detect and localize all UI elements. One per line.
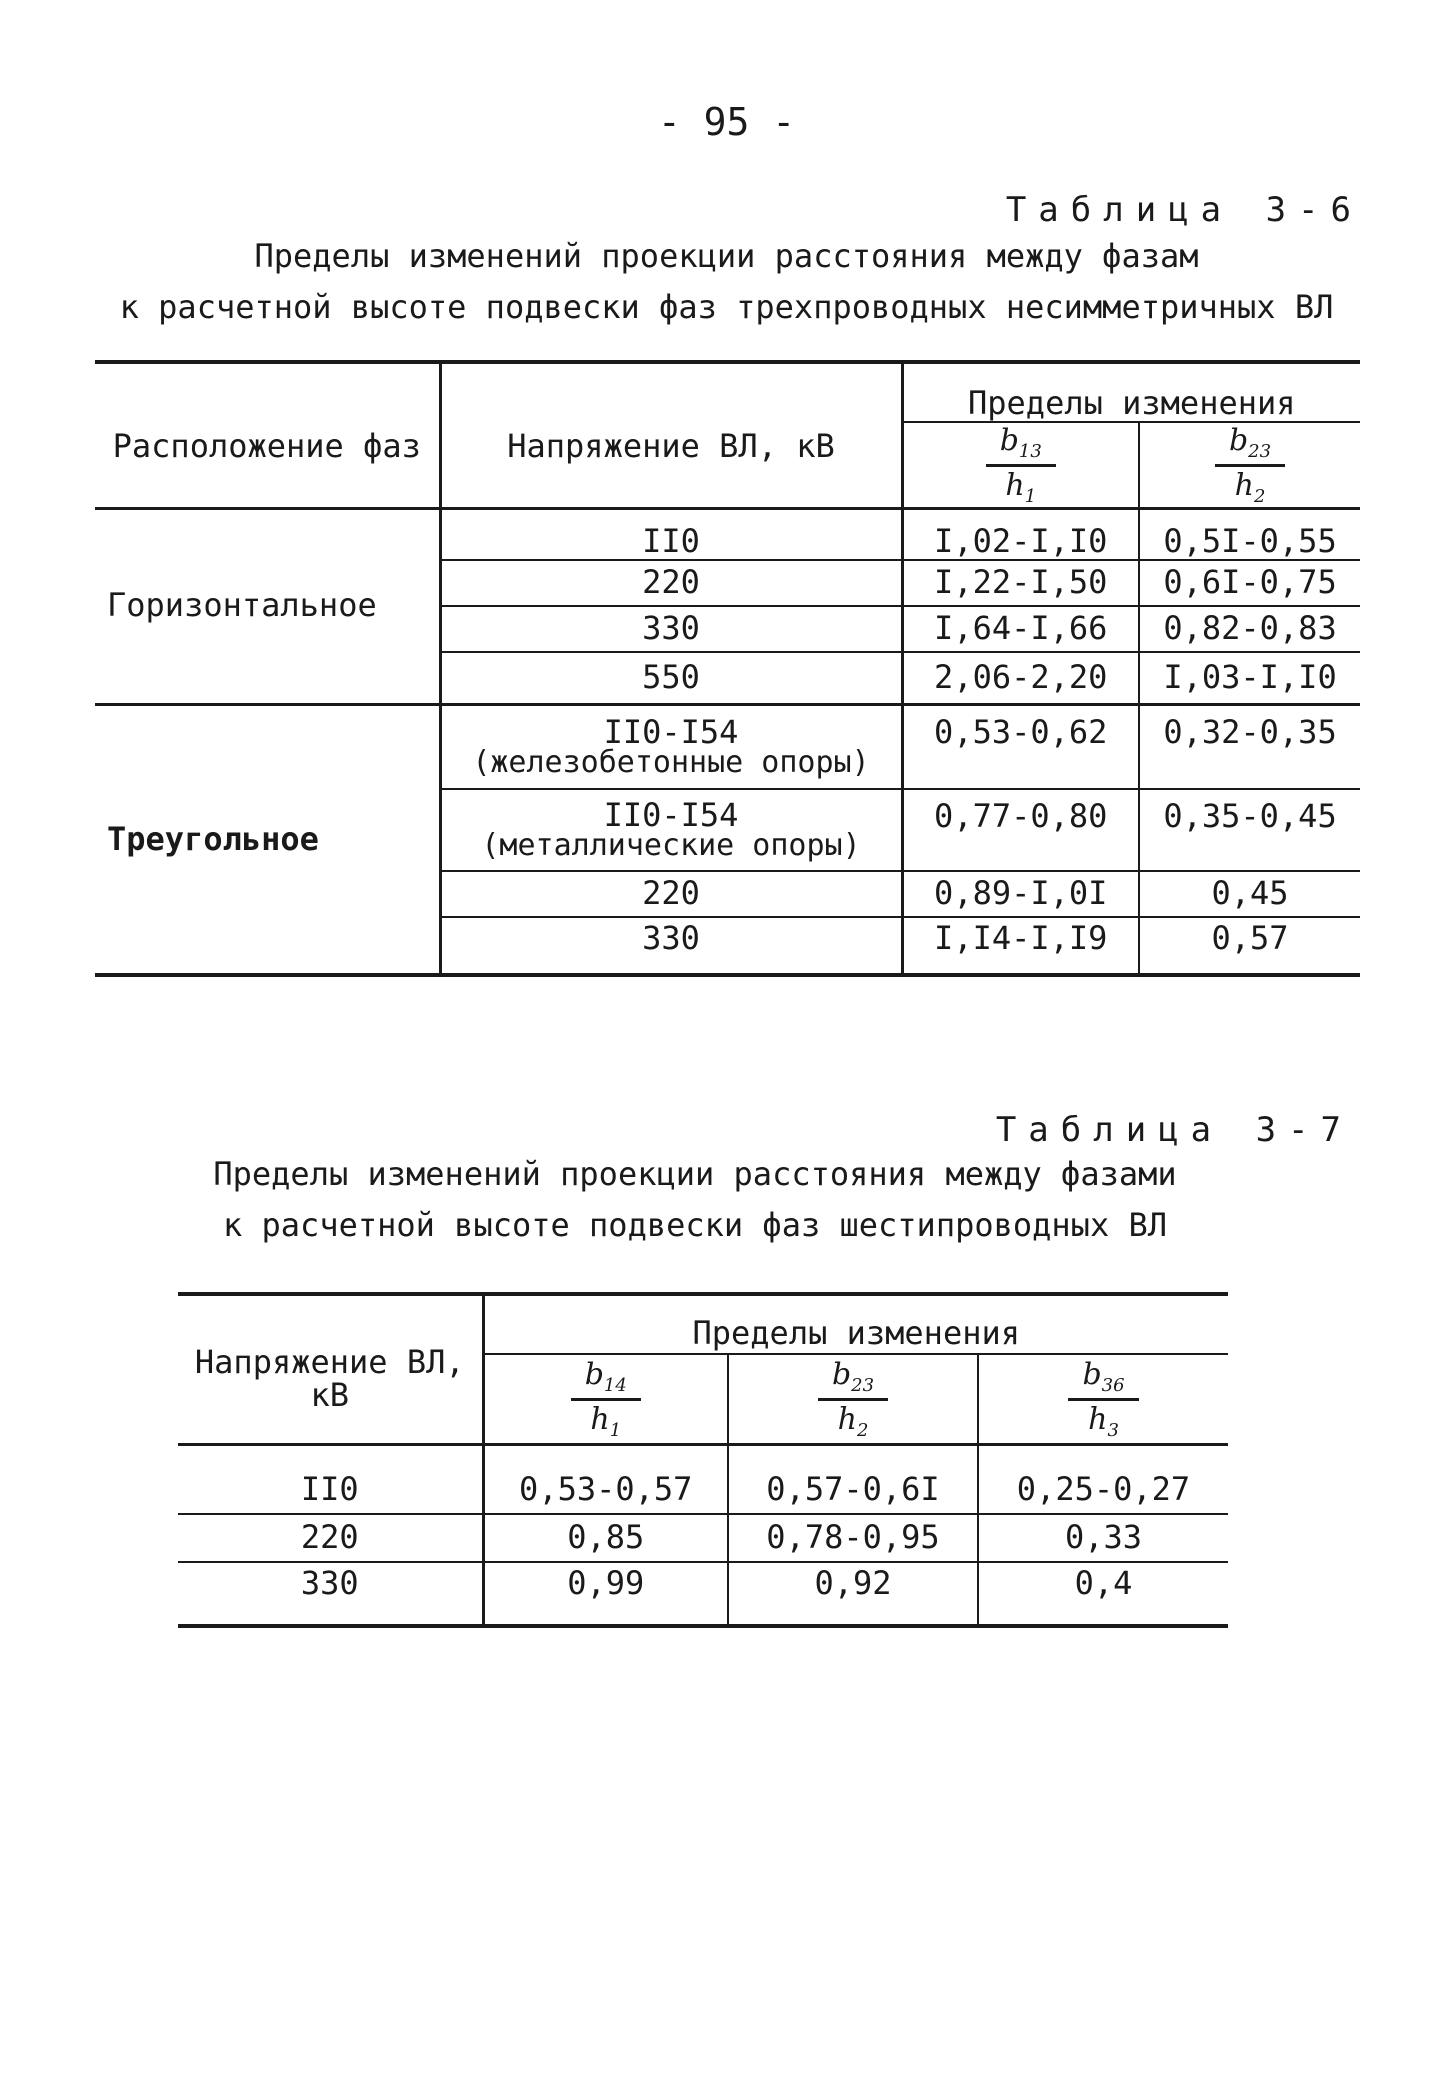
page-number: - 95 - (657, 100, 796, 144)
range-cell: 0,53-0,57 (483, 1444, 728, 1514)
header-fraction-b23-h2: $\frac{b_{23}}{h_2}$ (1139, 422, 1360, 508)
header-arrangement: Расположение фаз (95, 362, 440, 508)
voltage-cell (440, 789, 902, 871)
table-3-6-caption-line2: к расчетной высоте подвески фаз трехпроводных несимметричных ВЛ (119, 288, 1334, 326)
range-cell: 0,57-0,6I (728, 1444, 978, 1514)
range-cell: 0,53-0,62 (902, 704, 1139, 789)
range-cell: 0,89-I,0I (902, 871, 1139, 917)
range-cell: 0,25-0,27 (978, 1444, 1228, 1514)
header-fraction-b13-h1: $\frac{b_{13}}{h_1}$ (902, 422, 1139, 508)
header-fraction-b23-h2: $\frac{b_{23}}{h_2}$ (728, 1354, 978, 1444)
voltage-cell: 550 (440, 652, 902, 704)
voltage-cell: 330 (440, 917, 902, 975)
table-3-7 (178, 1292, 1228, 1628)
range-cell: 0,32-0,35 (1139, 704, 1360, 789)
range-cell: I,64-I,66 (902, 606, 1139, 652)
range-cell: 2,06-2,20 (902, 652, 1139, 704)
voltage-value: II0-I54 (603, 712, 739, 751)
group-name-horizontal: Горизонтальное (95, 508, 440, 704)
header-limits: Пределы изменения (902, 362, 1360, 422)
table-3-6 (95, 360, 1360, 977)
header-voltage: Напряжение ВЛ, кВ (440, 362, 902, 508)
table-3-7-label: Таблица 3-7 (995, 1110, 1353, 1150)
table-3-7-caption-line2: к расчетной высоте подвески фаз шестипроводных ВЛ (222, 1206, 1167, 1244)
voltage-note: (железобетонные опоры) (472, 744, 870, 780)
range-cell: 0,82-0,83 (1139, 606, 1360, 652)
table-row (178, 1514, 1228, 1562)
table-3-7-caption-line1: Пределы изменений проекции расстояния между фазами (213, 1155, 1177, 1193)
voltage-cell: 330 (178, 1562, 483, 1626)
voltage-cell: 330 (440, 606, 902, 652)
header-voltage: Напряжение ВЛ, кВ (178, 1294, 483, 1444)
range-cell: 0,99 (483, 1562, 728, 1626)
header-fraction-b36-h3: $\frac{b_{36}}{h_3}$ (978, 1354, 1228, 1444)
table-row (178, 1444, 1228, 1514)
range-cell: 0,35-0,45 (1139, 789, 1360, 871)
voltage-note: (металлические опоры) (481, 828, 861, 864)
range-cell: I,22-I,50 (902, 560, 1139, 606)
range-cell: 0,57 (1139, 917, 1360, 975)
voltage-cell (440, 704, 902, 789)
range-cell: I,I4-I,I9 (902, 917, 1139, 975)
range-cell: 0,78-0,95 (728, 1514, 978, 1562)
range-cell: 0,85 (483, 1514, 728, 1562)
range-cell: 0,33 (978, 1514, 1228, 1562)
voltage-cell: 220 (440, 560, 902, 606)
range-cell: 0,4 (978, 1562, 1228, 1626)
table-row (95, 508, 1360, 560)
table-3-6-label: Таблица 3-6 (1005, 190, 1363, 230)
voltage-cell: 220 (440, 871, 902, 917)
group-name-triangular: Треугольное (95, 704, 440, 975)
table-3-6-caption-line1: Пределы изменений проекции расстояния между фазам (254, 237, 1199, 275)
voltage-cell: 220 (178, 1514, 483, 1562)
range-cell: 0,92 (728, 1562, 978, 1626)
range-cell: 0,45 (1139, 871, 1360, 917)
table-row (95, 704, 1360, 789)
range-cell: 0,77-0,80 (902, 789, 1139, 871)
table-row (178, 1562, 1228, 1626)
voltage-cell: II0 (178, 1444, 483, 1514)
header-fraction-b14-h1: $\frac{b_{14}}{h_1}$ (483, 1354, 728, 1444)
voltage-cell: II0 (440, 508, 902, 560)
range-cell: 0,5I-0,55 (1139, 508, 1360, 560)
range-cell: I,02-I,I0 (902, 508, 1139, 560)
range-cell: I,03-I,I0 (1139, 652, 1360, 704)
header-limits: Пределы изменения (483, 1294, 1228, 1354)
voltage-value: II0-I54 (603, 796, 739, 835)
range-cell: 0,6I-0,75 (1139, 560, 1360, 606)
